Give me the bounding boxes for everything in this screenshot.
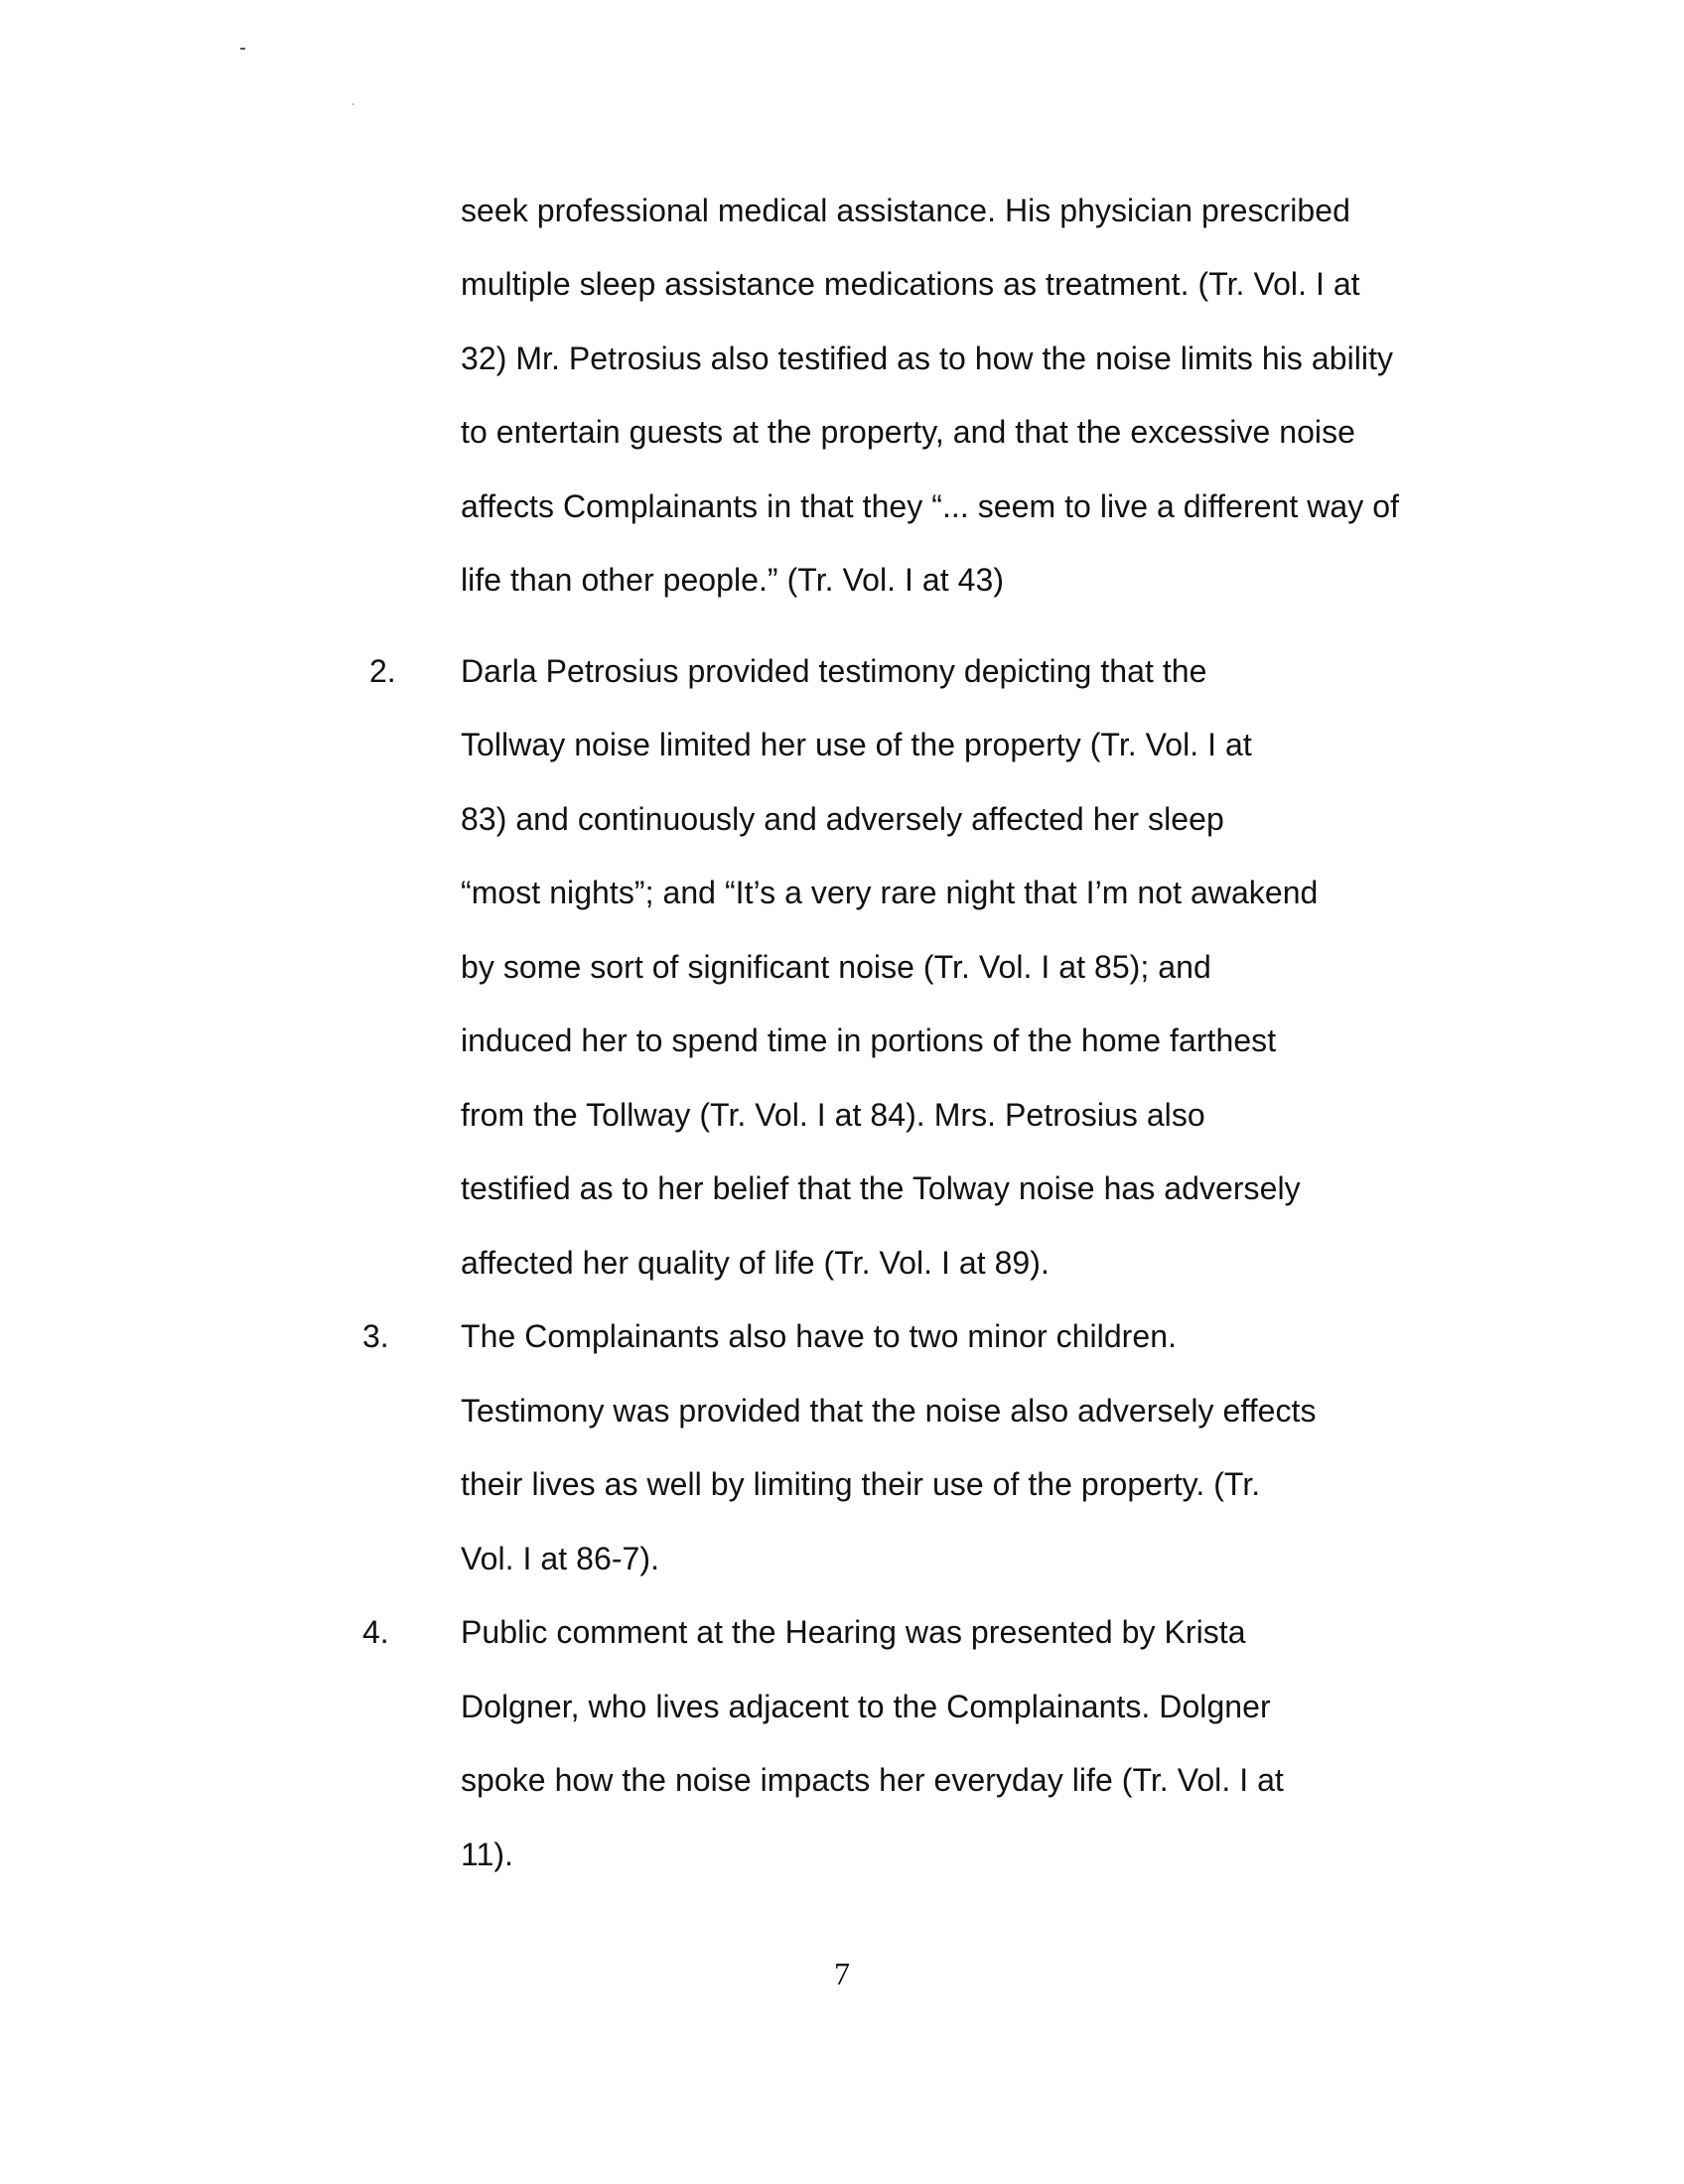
text-line: 11). [461,1837,513,1872]
text-line: Darla Petrosius provided testimony depicting that the [461,653,1207,689]
text-line: 83) and continuously and adversely affected her sleep [461,801,1224,837]
scan-speck [352,103,353,105]
text-line: life than other people.” (Tr. Vol. I at 43) [461,562,1005,598]
text-line: to entertain guests at the property, and that the excessive noise [461,414,1355,450]
text-line: 32) Mr. Petrosius also testified as to how the noise limits his ability [461,341,1394,376]
text-line: affects Complainants in that they “... seem to live a different way of [461,488,1400,524]
text-line: testified as to her belief that the Tolway noise has adversely [461,1170,1301,1206]
page-number: 7 [834,1956,850,1991]
item-number: 3. [362,1318,389,1354]
text-line: seek professional medical assistance. His physician prescribed [461,193,1350,228]
text-line: affected her quality of life (Tr. Vol. I at 89). [461,1245,1050,1281]
text-line: Public comment at the Hearing was presented by Krista [461,1614,1246,1650]
scan-speck [240,48,245,50]
text-line: by some sort of significant noise (Tr. Vol. I at 85); and [461,949,1211,985]
item-number: 4. [362,1614,389,1650]
text-line: Tollway noise limited her use of the property (Tr. Vol. I at [461,727,1252,762]
text-line: spoke how the noise impacts her everyday life (Tr. Vol. I at [461,1762,1284,1798]
text-line: multiple sleep assistance medications as treatment. (Tr. Vol. I at [461,266,1360,302]
text-line: from the Tollway (Tr. Vol. I at 84). Mrs. Petrosius also [461,1097,1205,1133]
text-line: their lives as well by limiting their use of the property. (Tr. [461,1466,1261,1502]
text-line: Dolgner, who lives adjacent to the Complainants. Dolgner [461,1689,1271,1724]
text-line: The Complainants also have to two minor children. [461,1318,1178,1354]
item-number: 2. [369,653,396,689]
text-line: Testimony was provided that the noise also adversely effects [461,1393,1317,1429]
text-line: Vol. I at 86-7). [461,1541,660,1576]
text-line: induced her to spend time in portions of the home farthest [461,1023,1277,1058]
text-line: “most nights”; and “It’s a very rare night that I’m not awakend [461,875,1319,910]
